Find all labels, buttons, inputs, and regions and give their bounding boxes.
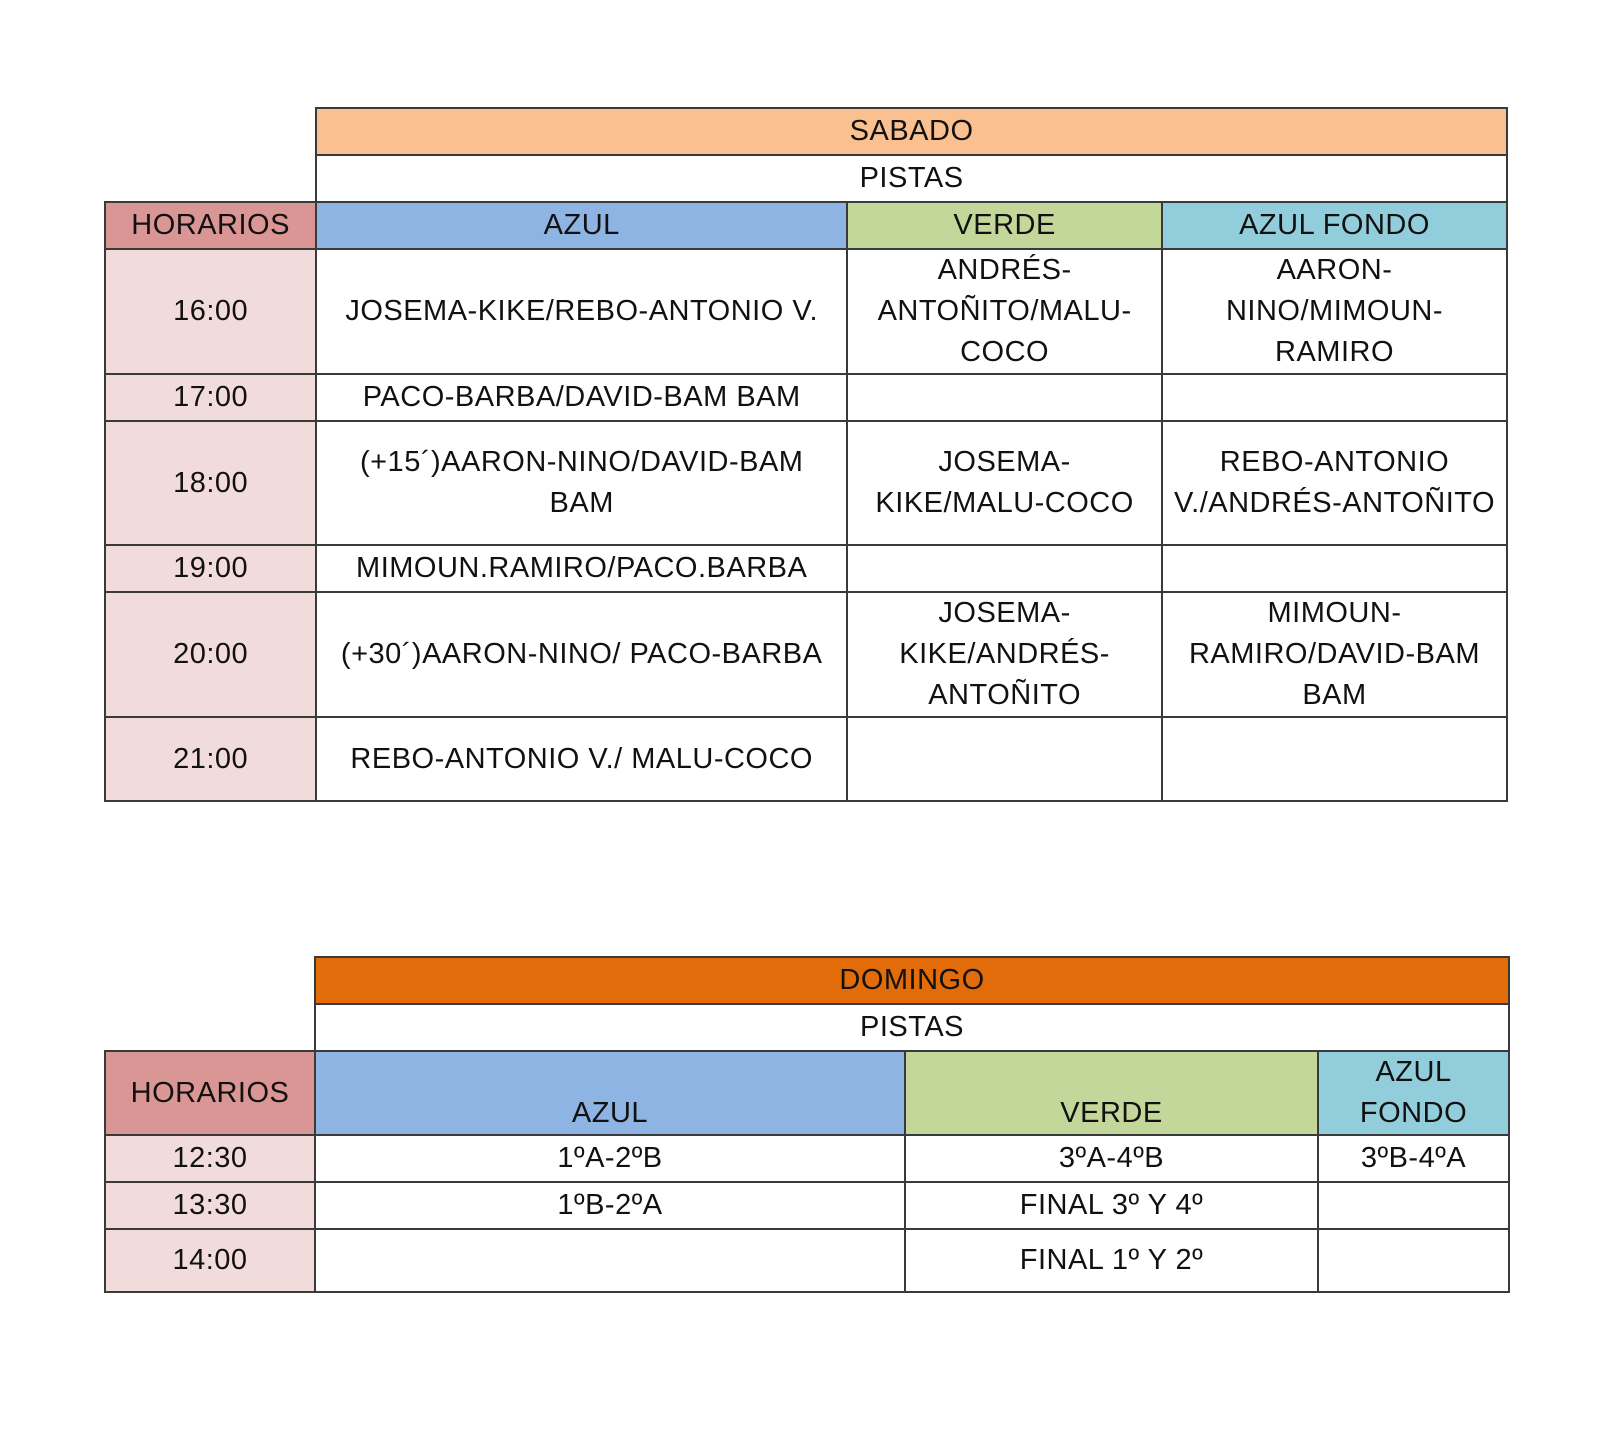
blank-corner	[105, 108, 316, 155]
saturday-schedule-table	[104, 107, 1508, 802]
blank-corner	[105, 155, 316, 202]
match-cell-verde: FINAL 3º Y 4º	[905, 1182, 1318, 1229]
time-cell: 20:00	[105, 592, 316, 717]
match-cell-azul: (+30´)AARON-NINO/ PACO-BARBA	[316, 592, 847, 717]
time-cell: 16:00	[105, 249, 316, 374]
court-header-azul: AZUL	[315, 1051, 905, 1135]
table-row	[105, 592, 1507, 717]
day-header-saturday: SABADO	[316, 108, 1507, 155]
match-cell-azul-fondo	[1318, 1229, 1509, 1292]
match-cell-azul-fondo: AARON-NINO/MIMOUN-RAMIRO	[1162, 249, 1507, 374]
match-cell-azul: 1ºA-2ºB	[315, 1135, 905, 1182]
time-cell: 14:00	[105, 1229, 315, 1292]
match-cell-verde: FINAL 1º Y 2º	[905, 1229, 1318, 1292]
match-cell-azul-fondo	[1162, 374, 1507, 421]
time-column-header: HORARIOS	[105, 202, 316, 249]
match-cell-azul-fondo: 3ºB-4ºA	[1318, 1135, 1509, 1182]
blank-corner	[105, 1004, 315, 1051]
match-cell-azul-fondo	[1162, 717, 1507, 801]
time-cell: 18:00	[105, 421, 316, 545]
time-cell: 21:00	[105, 717, 316, 801]
match-cell-azul	[315, 1229, 905, 1292]
match-cell-azul: REBO-ANTONIO V./ MALU-COCO	[316, 717, 847, 801]
sunday-schedule-table	[104, 956, 1510, 1293]
blank-corner	[105, 957, 315, 1004]
court-header-verde: VERDE	[847, 202, 1162, 249]
table-row	[105, 421, 1507, 545]
match-cell-azul-fondo: REBO-ANTONIO V./ANDRÉS-ANTOÑITO	[1162, 421, 1507, 545]
day-header-sunday: DOMINGO	[315, 957, 1509, 1004]
time-cell: 13:30	[105, 1182, 315, 1229]
courts-subheader: PISTAS	[315, 1004, 1509, 1051]
table-row	[105, 1135, 1509, 1182]
match-cell-azul-fondo	[1318, 1182, 1509, 1229]
match-cell-azul: MIMOUN.RAMIRO/PACO.BARBA	[316, 545, 847, 592]
match-cell-azul: (+15´)AARON-NINO/DAVID-BAM BAM	[316, 421, 847, 545]
court-header-azul: AZUL	[316, 202, 847, 249]
match-cell-verde	[847, 374, 1162, 421]
match-cell-verde: ANDRÉS-ANTOÑITO/MALU-COCO	[847, 249, 1162, 374]
time-cell: 19:00	[105, 545, 316, 592]
table-row	[105, 374, 1507, 421]
time-cell: 12:30	[105, 1135, 315, 1182]
table-row	[105, 1182, 1509, 1229]
match-cell-azul-fondo: MIMOUN-RAMIRO/DAVID-BAM BAM	[1162, 592, 1507, 717]
match-cell-verde	[847, 717, 1162, 801]
time-cell: 17:00	[105, 374, 316, 421]
court-header-azul-fondo: AZUL FONDO	[1162, 202, 1507, 249]
match-cell-verde: JOSEMA-KIKE/MALU-COCO	[847, 421, 1162, 545]
match-cell-azul: PACO-BARBA/DAVID-BAM BAM	[316, 374, 847, 421]
courts-subheader: PISTAS	[316, 155, 1507, 202]
table-row	[105, 545, 1507, 592]
table-row	[105, 249, 1507, 374]
match-cell-verde	[847, 545, 1162, 592]
court-header-azul-fondo: AZUL FONDO	[1318, 1051, 1509, 1135]
table-row	[105, 1229, 1509, 1292]
match-cell-azul-fondo	[1162, 545, 1507, 592]
match-cell-azul: JOSEMA-KIKE/REBO-ANTONIO V.	[316, 249, 847, 374]
match-cell-verde: 3ºA-4ºB	[905, 1135, 1318, 1182]
match-cell-azul: 1ºB-2ºA	[315, 1182, 905, 1229]
court-header-verde: VERDE	[905, 1051, 1318, 1135]
time-column-header: HORARIOS	[105, 1051, 315, 1135]
table-row	[105, 717, 1507, 801]
match-cell-verde: JOSEMA-KIKE/ANDRÉS-ANTOÑITO	[847, 592, 1162, 717]
